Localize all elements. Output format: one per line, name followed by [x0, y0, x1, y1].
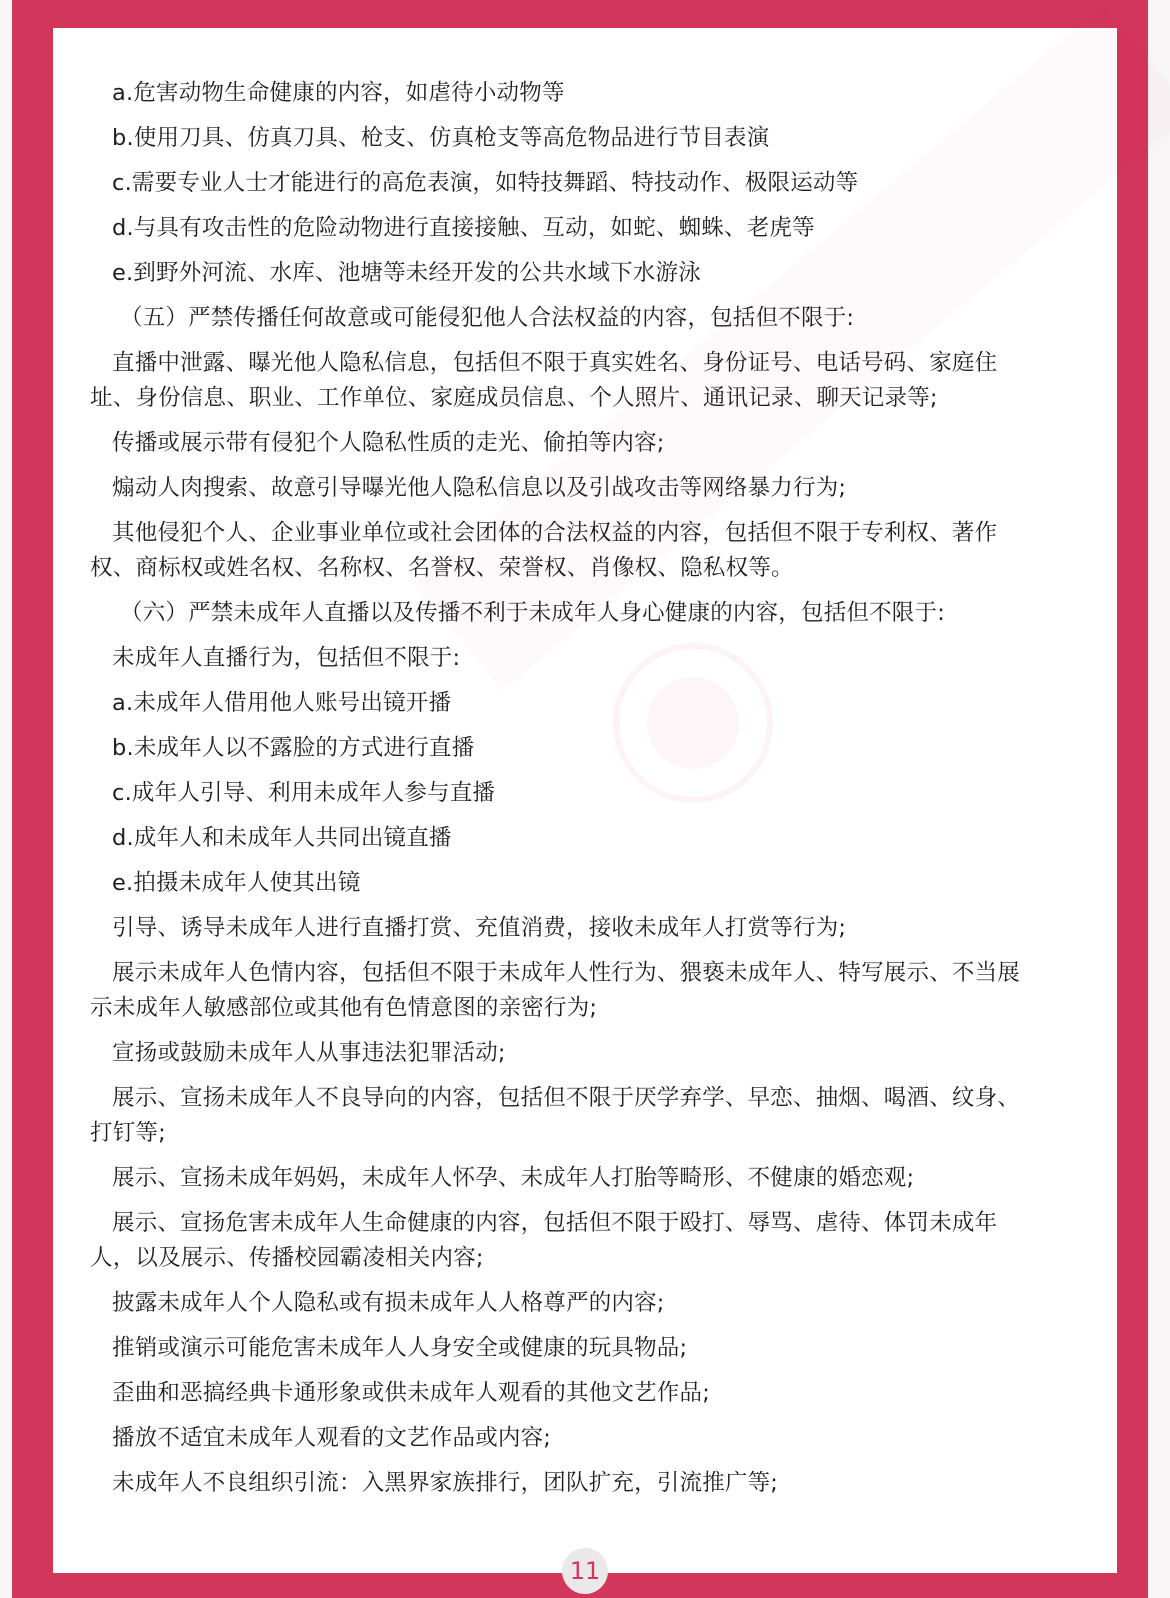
text-line: e.到野外河流、水库、池塘等未经开发的公共水域下水游泳 — [112, 260, 701, 286]
text-line: a.危害动物生命健康的内容，如虐待小动物等 — [112, 80, 565, 106]
text-line: c.成年人引导、利用未成年人参与直播 — [112, 780, 496, 806]
text-line: 推销或演示可能危害未成年人人身安全或健康的玩具物品; — [112, 1335, 688, 1361]
text-line: a.未成年人借用他人账号出镜开播 — [112, 690, 452, 716]
text-line: 歪曲和恶搞经典卡通形象或供未成年人观看的其他文艺作品; — [112, 1380, 710, 1406]
text-line: 未成年人不良组织引流：入黑界家族排行，团队扩充，引流推广等; — [112, 1470, 779, 1496]
text-line: 引导、诱导未成年人进行直播打赏、充值消费，接收未成年人打赏等行为; — [112, 915, 847, 941]
section-heading: （六）严禁未成年人直播以及传播不利于未成年人身心健康的内容，包括但不限于: — [120, 600, 945, 626]
text-paragraph: 展示、宣扬未成年人不良导向的内容，包括但不限于厌学弃学、早恋、抽烟、喝酒、纹身、打钉等; — [90, 1085, 1021, 1146]
text-line: 煽动人肉搜索、故意引导曝光他人隐私信息以及引战攻击等网络暴力行为; — [112, 475, 847, 501]
text-paragraph: 直播中泄露、曝光他人隐私信息，包括但不限于真实姓名、身份证号、电话号码、家庭住址、身份信息、职业、工作单位、家庭成员信息、个人照片、通讯记录、聊天记录等; — [90, 350, 998, 411]
text-line: c.需要专业人士才能进行的高危表演，如特技舞蹈、特技动作、极限运动等 — [112, 170, 859, 196]
text-line: 披露未成年人个人隐私或有损未成年人人格尊严的内容; — [112, 1290, 665, 1316]
text-line: d.成年人和未成年人共同出镜直播 — [112, 825, 452, 851]
section-heading: （五）严禁传播任何故意或可能侵犯他人合法权益的内容，包括但不限于: — [120, 305, 855, 331]
text-line: 传播或展示带有侵犯个人隐私性质的走光、偷拍等内容; — [112, 430, 665, 456]
text-line: d.与具有攻击性的危险动物进行直接接触、互动，如蛇、蜘蛛、老虎等 — [112, 215, 815, 241]
text-line: 播放不适宜未成年人观看的文艺作品或内容; — [112, 1425, 552, 1451]
page-number-badge: 11 — [562, 1548, 608, 1594]
document-page — [53, 28, 1117, 1573]
text-line: b.未成年人以不露脸的方式进行直播 — [112, 735, 475, 761]
text-line: e.拍摄未成年人使其出镜 — [112, 870, 361, 896]
document-body — [90, 76, 1042, 1511]
text-line: 宣扬或鼓励未成年人从事违法犯罪活动; — [112, 1040, 506, 1066]
text-paragraph: 展示未成年人色情内容，包括但不限于未成年人性行为、猥亵未成年人、特写展示、不当展示未成年人敏感部位或其他有色情意图的亲密行为; — [90, 960, 1021, 1021]
text-line: 未成年人直播行为，包括但不限于: — [112, 645, 461, 671]
text-paragraph: 其他侵犯个人、企业事业单位或社会团体的合法权益的内容，包括但不限于专利权、著作权、商标权或姓名权、名称权、名誉权、荣誉权、肖像权、隐私权等。 — [90, 520, 998, 581]
text-paragraph: 展示、宣扬危害未成年人生命健康的内容，包括但不限于殴打、辱骂、虐待、体罚未成年人，以及展示、传播校园霸凌相关内容; — [90, 1210, 998, 1271]
text-line: 展示、宣扬未成年妈妈，未成年人怀孕、未成年人打胎等畸形、不健康的婚恋观; — [112, 1165, 915, 1191]
text-line: b.使用刀具、仿真刀具、枪支、仿真枪支等高危物品进行节目表演 — [112, 125, 770, 151]
